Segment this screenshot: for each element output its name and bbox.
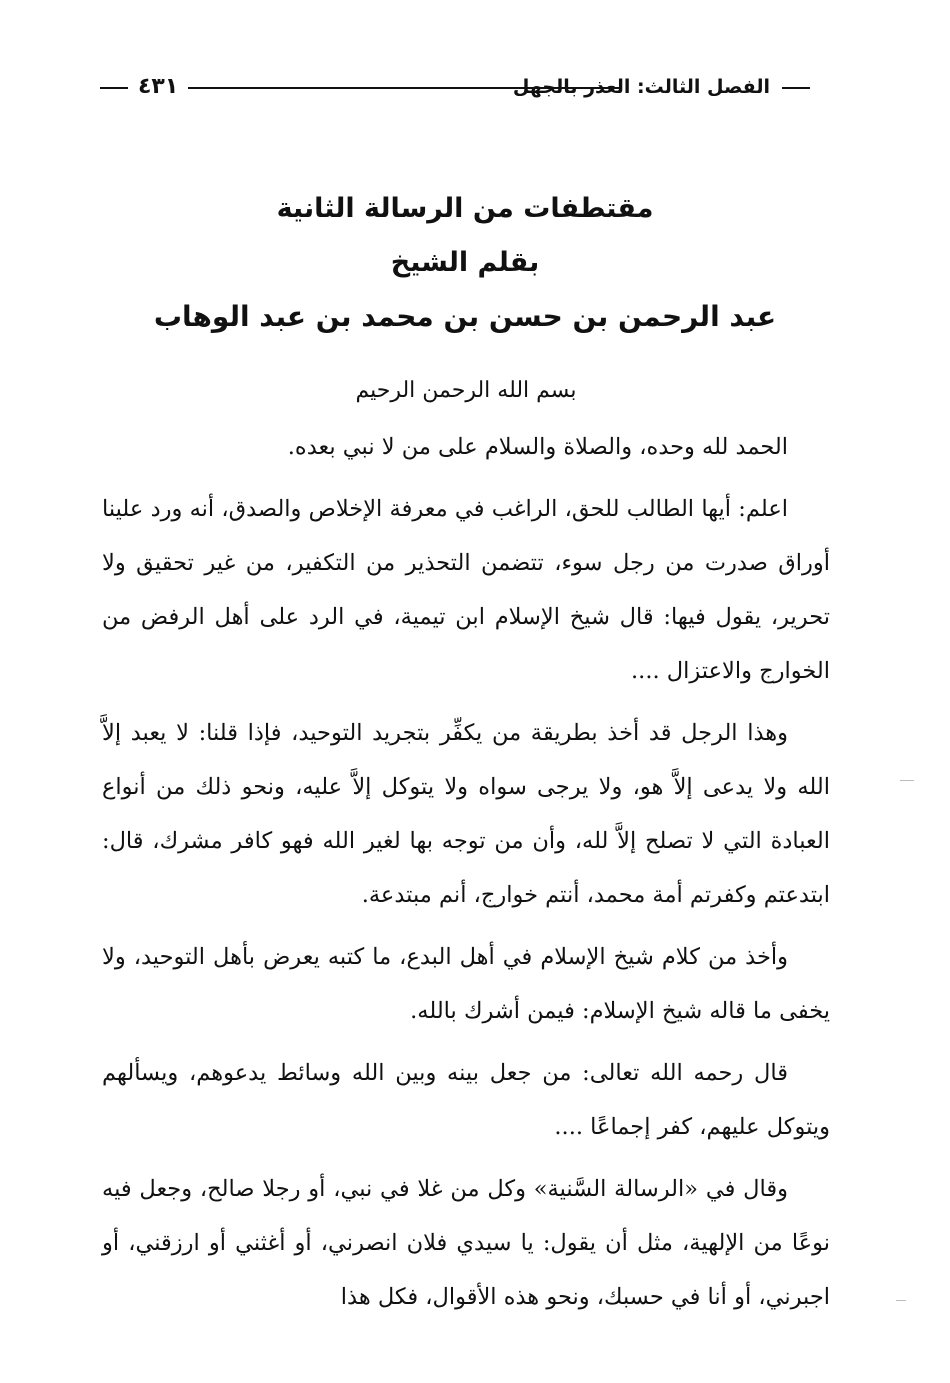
header-dash-left xyxy=(100,87,128,89)
paragraph: وقال في «الرسالة السَّنية» وكل من غلا في نبي، أو رجلا صالح، وجعل فيه نوعًا من الإلهية، مثل أن يقول: يا سيدي فلان انصرني، أو أغثني أو ارزقني، أو اجبرني، أو أنا في حسبك، ونحو هذه الأقوال، فكل هذا xyxy=(102,1176,830,1310)
paragraph: قال رحمه الله تعالى: من جعل بينه وبين الله وسائط يدعوهم، ويسألهم ويتوكل عليهم، كفر إجماعًا .... xyxy=(102,1060,830,1140)
section-title: مقتطفات من الرسالة الثانية xyxy=(276,193,654,224)
chapter-title: الفصل الثالث: العذر بالجهل xyxy=(512,76,770,98)
scan-mark xyxy=(896,1300,906,1301)
paragraph: وهذا الرجل قد أخذ بطريقة من يكفِّر بتجريد التوحيد، فإذا قلنا: لا يعبد إلاَّ الله ولا يدعى إلاَّ هو، ولا يرجى سواه ولا يتوكل إلاَّ عليه، ونحو ذلك من أنواع العبادة التي لا تصلح إلاَّ لله، وأن من توجه بها لغير الله فهو كافر مشرك، قال: ابتدعتم وكفرتم أمة محمد، أنتم خوارج، أنم مبتدعة. xyxy=(102,720,830,908)
scan-mark xyxy=(900,780,914,781)
section-headings xyxy=(100,182,830,344)
section-subtitle: بقلم الشيخ xyxy=(390,247,540,278)
body-text xyxy=(102,364,830,1332)
paragraph: الحمد لله وحده، والصلاة والسلام على من لا نبي بعده. xyxy=(287,434,788,460)
paragraph: وأخذ من كلام شيخ الإسلام في أهل البدع، ما كتبه يعرض بأهل التوحيد، ولا يخفى ما قاله شيخ الإسلام: فيمن أشرك بالله. xyxy=(102,944,830,1024)
running-header xyxy=(100,72,810,106)
header-dash-right xyxy=(782,87,810,89)
page-number: ٤٣١ xyxy=(138,74,179,99)
author-name: عبد الرحمن بن حسن بن محمد بن عبد الوهاب xyxy=(153,300,777,333)
basmala: بسم الله الرحمن الرحيم xyxy=(355,378,577,403)
paragraph: اعلم: أيها الطالب للحق، الراغب في معرفة الإخلاص والصدق، أنه ورد علينا أوراق صدرت من رجل سوء، تتضمن التحذير من التكفير، من غير تحقيق ولا تحرير، يقول فيها: قال شيخ الإسلام ابن تيمية، في الرد على أهل الرفض من الخوارج والاعتزال .... xyxy=(102,496,830,684)
